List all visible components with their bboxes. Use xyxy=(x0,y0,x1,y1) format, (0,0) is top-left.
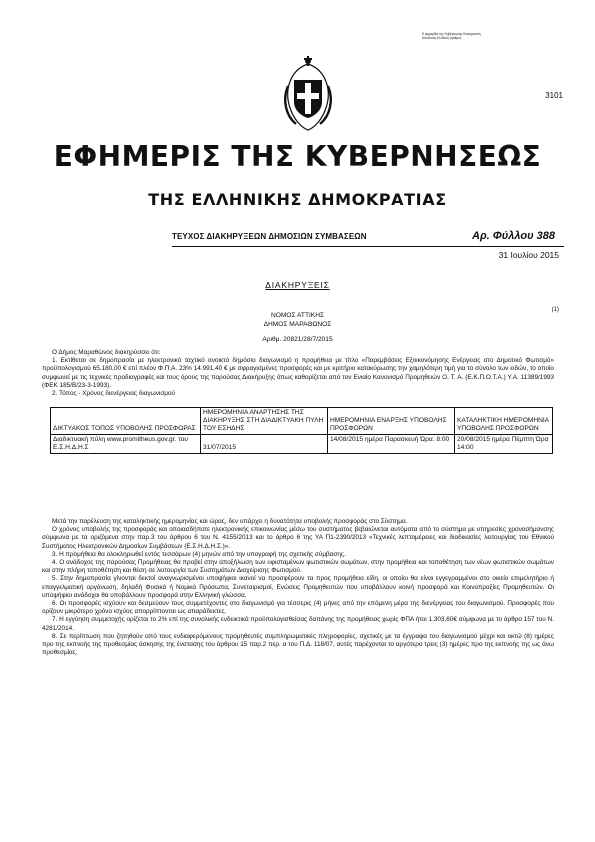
paragraph-1: 1. Εκτίθεται σε δημοπρασία με ηλεκτρονικό ταχτικό ανοικτό δημόσιο διαγωνισμό η προμήθεια με τίτλο «Παρεμβάσεις Εξοικονόμησης Ενέργειας στο Δημοτικό Φωτισμό» προϋπολογισμού 65.180,00 € επί πλέον Φ.Π.Α. 23% 14.991,40 € με σφραγισμένες προσφορές και με κριτήριο κατακύρωσης την χαμηλότερη τιμή για το σύνολο των ειδών, το οποίο συμφωνεί με τις τεχνικές προδιαγραφές και τους όρους της παρούσας Διακήρυξης όπως καθορίζεται από τον Ενιαίο Κανονισμό Προμηθειών Ο. Τ. Α. (Ε.Κ.Π.Ο.Τ.Α.) Υ.Α. 11389/1993 (ΦΕΚ 185/Β/23-3-1993). xyxy=(42,357,554,389)
authority-prefecture: ΝΟΜΟΣ ΑΤΤΙΚΗΣ xyxy=(270,312,325,319)
page-number: 3101 xyxy=(545,91,563,100)
table-cell: 14/08/2015 ημέρα Παρασκευή Ώρα: 8:00 xyxy=(328,435,455,454)
table-header-cell: ΚΑΤΑΛΗΚΤΙΚΗ ΗΜΕΡΟΜΗΝΙΑ ΥΠΟΒΟΛΗΣ ΠΡΟΣΦΟΡΩΝ xyxy=(455,408,553,435)
notice-intro xyxy=(42,349,554,398)
paragraph: 7. Η εγγύηση συμμετοχής ορίζεται το 2% επί της συνολικής ενδεικτικά προϋπολογισθείσας δαπάνης της προμήθειας χωρίς ΦΠΑ ήτοι 1.303,60€ σύμφωνα με το άρθρο 157 του Ν. 4281/2014. xyxy=(42,616,554,632)
paragraph: 4. Ο ανάδοχος της παρούσας Προμήθειας θα προβεί στην αποξήλωση των υφισταμένων φωτιστικών σωμάτων, στην προμήθεια και τοποθέτηση των νέων φωτιστικών σωμάτων και στην πλήρη τοποθέτηση και θέση σε λειτουργία των Συστημάτων Διαχείρισης Φωτισμού. xyxy=(42,559,554,575)
sheet-number: Αρ. Φύλλου 388 xyxy=(472,230,555,242)
paragraph-2: 2. Τόπος - Χρόνος διενέργειας διαγωνισμού xyxy=(52,390,176,398)
publisher-note: Ε φημερίδα της Κυβέρνησης Ηλεκτρονική Αποστολή Κωδικός Αριθμός xyxy=(422,32,481,41)
greek-coat-of-arms-icon xyxy=(280,56,336,132)
notice-body xyxy=(42,518,554,657)
table-row xyxy=(51,435,553,454)
issue-date: 31 Ιουλίου 2015 xyxy=(498,250,559,260)
paragraph: Μετά την παρέλευση της καταληκτικής ημερομηνίας και ώρας, δεν υπάρχει η δυνατότητα υποβολής προσφοράς στο Σύστημα. xyxy=(52,518,408,525)
paragraph: Ο χρόνος υποβολής της προσφοράς και οποιασδήποτε ηλεκτρονικής επικοινωνίας μέσω του συστήματος βεβαιώνεται αυτόματα από το σύστημα με υπηρεσίες χρονοσήμανσης σύμφωνα με τα οριζόμενα στην παρ.3 του άρθρου 6 του Ν. 4155/2013 και το άρθρο 6 της ΥΑ Π1-2390/2013 «Τεχνικές λεπτομέρειες και διαδικασίες λειτουργίας του Εθνικού Συστήματος Ηλεκτρονικών Δημοσίων Συμβάσεων (Ε.Σ.Η.Δ.Η.Σ.)». xyxy=(42,526,554,550)
table-cell: 20/08/2015 ημέρα Πέμπτη Ώρα 14:00 xyxy=(455,435,553,454)
authority-municipality: ΔΗΜΟΣ ΜΑΡΑΘΩΝΟΣ xyxy=(263,321,332,328)
table-header-cell: ΔΙΚΤΥΑΚΟΣ ΤΟΠΟΣ ΥΠΟΒΟΛΗΣ ΠΡΟΣΦΟΡΑΣ xyxy=(51,408,201,435)
table-header-cell: ΗΜΕΡΟΜΗΝΙΑ ΑΝΑΡΤΗΣΗΣ ΤΗΣ ΔΙΑΚΗΡΥΞΗΣ ΣΤΗ ΔΙΑΔΙΚΤΥΑΚΗ ΠΥΛΗ ΤΟΥ ΕΣΗΔΗΣ xyxy=(201,408,328,435)
table-header-row xyxy=(51,408,553,435)
paragraph: 6. Οι προσφορές ισχύουν και δεσμεύουν τους συμμετέχοντες στο διαγωνισμό για τέσσερις (4) μήνες από την επόμενη μέρα της διενέργειας του διαγωνισμού. Προσφορές που ορίζουν μικρότερο χρόνο ισχύος απορρίπτονται ως απαράδεκτες. xyxy=(42,600,554,616)
gazette-subtitle: ΤΗΣ ΕΛΛΗΝΙΚΗΣ ΔΗΜΟΚΡΑΤΙΑΣ xyxy=(148,190,447,209)
tender-schedule-table xyxy=(50,407,553,454)
section-title: ΔΙΑΚΗΡΥΞΕΙΣ xyxy=(265,280,330,290)
intro-text: Ο Δήμος Μαραθώνος διακηρύσσει ότι: xyxy=(52,349,161,356)
paragraph: 8. Σε περίπτωση που ζητηθούν από τους ενδιαφερόμενους προμηθευτές συμπληρωματικές πληροφορίες, σχετικές με τα έγγραφα του διαγωνισμού μέχρι και οκτώ (8) ημέρες προ της εκπνοής της προθεσμίας άσκησης της ένστασης του άρθρου 15 παρ.2 περ. α του Π.Δ. 118/07, αυτές παρέχονται το αργότερο τρεις (3) ημέρες προ της εκπνοής της ως άνω προθεσμίας. xyxy=(42,632,554,657)
reference-number: Αριθμ. 20821/28/7/2015 xyxy=(262,336,333,343)
table-cell: 31/07/2015 xyxy=(201,435,328,454)
paragraph: 3. Η προμήθεια θα ολοκληρωθεί εντός τεσσάρων (4) μηνών από την υπογραφή της σχετικής σύμβασης. xyxy=(52,550,346,558)
table-cell: Διαδικτυακή πύλη www.promitheus.gov.gr. του Ε.Σ.Η.Δ.Η.Σ xyxy=(51,435,201,454)
header-divider xyxy=(172,246,564,247)
table-header-cell: ΗΜΕΡΟΜΗΝΙΑ ΕΝΑΡΞΗΣ ΥΠΟΒΟΛΗΣ ΠΡΟΣΦΟΡΩΝ xyxy=(328,408,455,435)
issue-series: ΤΕΥΧΟΣ ΔΙΑΚΗΡΥΞΕΩΝ ΔΗΜΟΣΙΩΝ ΣΥΜΒΑΣΕΩΝ xyxy=(172,232,367,241)
gazette-title: ΕΦΗΜΕΡΙΣ ΤΗΣ ΚΥΒΕΡΝΗΣΕΩΣ xyxy=(53,140,542,173)
notice-number: (1) xyxy=(551,307,559,313)
paragraph: 5. Στην δημοπρασία γίνονται δεκτοί αναγνωρισμένοι υποψήφιοι ικανοί να προσφέρουν τα προς προμήθεια είδη, οι οποίοι θα είναι εγγεγραμμένοι στο οικείο επιμελητήριο ή επαγγελματική οργάνωση, δηλαδή Φυσικά ή Νομικά Πρόσωπα, Συνεταιρισμοί, Ενώσεις Προμηθευτών που υποβάλλουν κοινή προσφορά και Κοινοπραξίες Προμηθευτών. Οι υποψήφιοι ανάδοχοι θα υποβάλλουν προσφορά στην Ελληνική γλώσσα. xyxy=(42,575,554,599)
